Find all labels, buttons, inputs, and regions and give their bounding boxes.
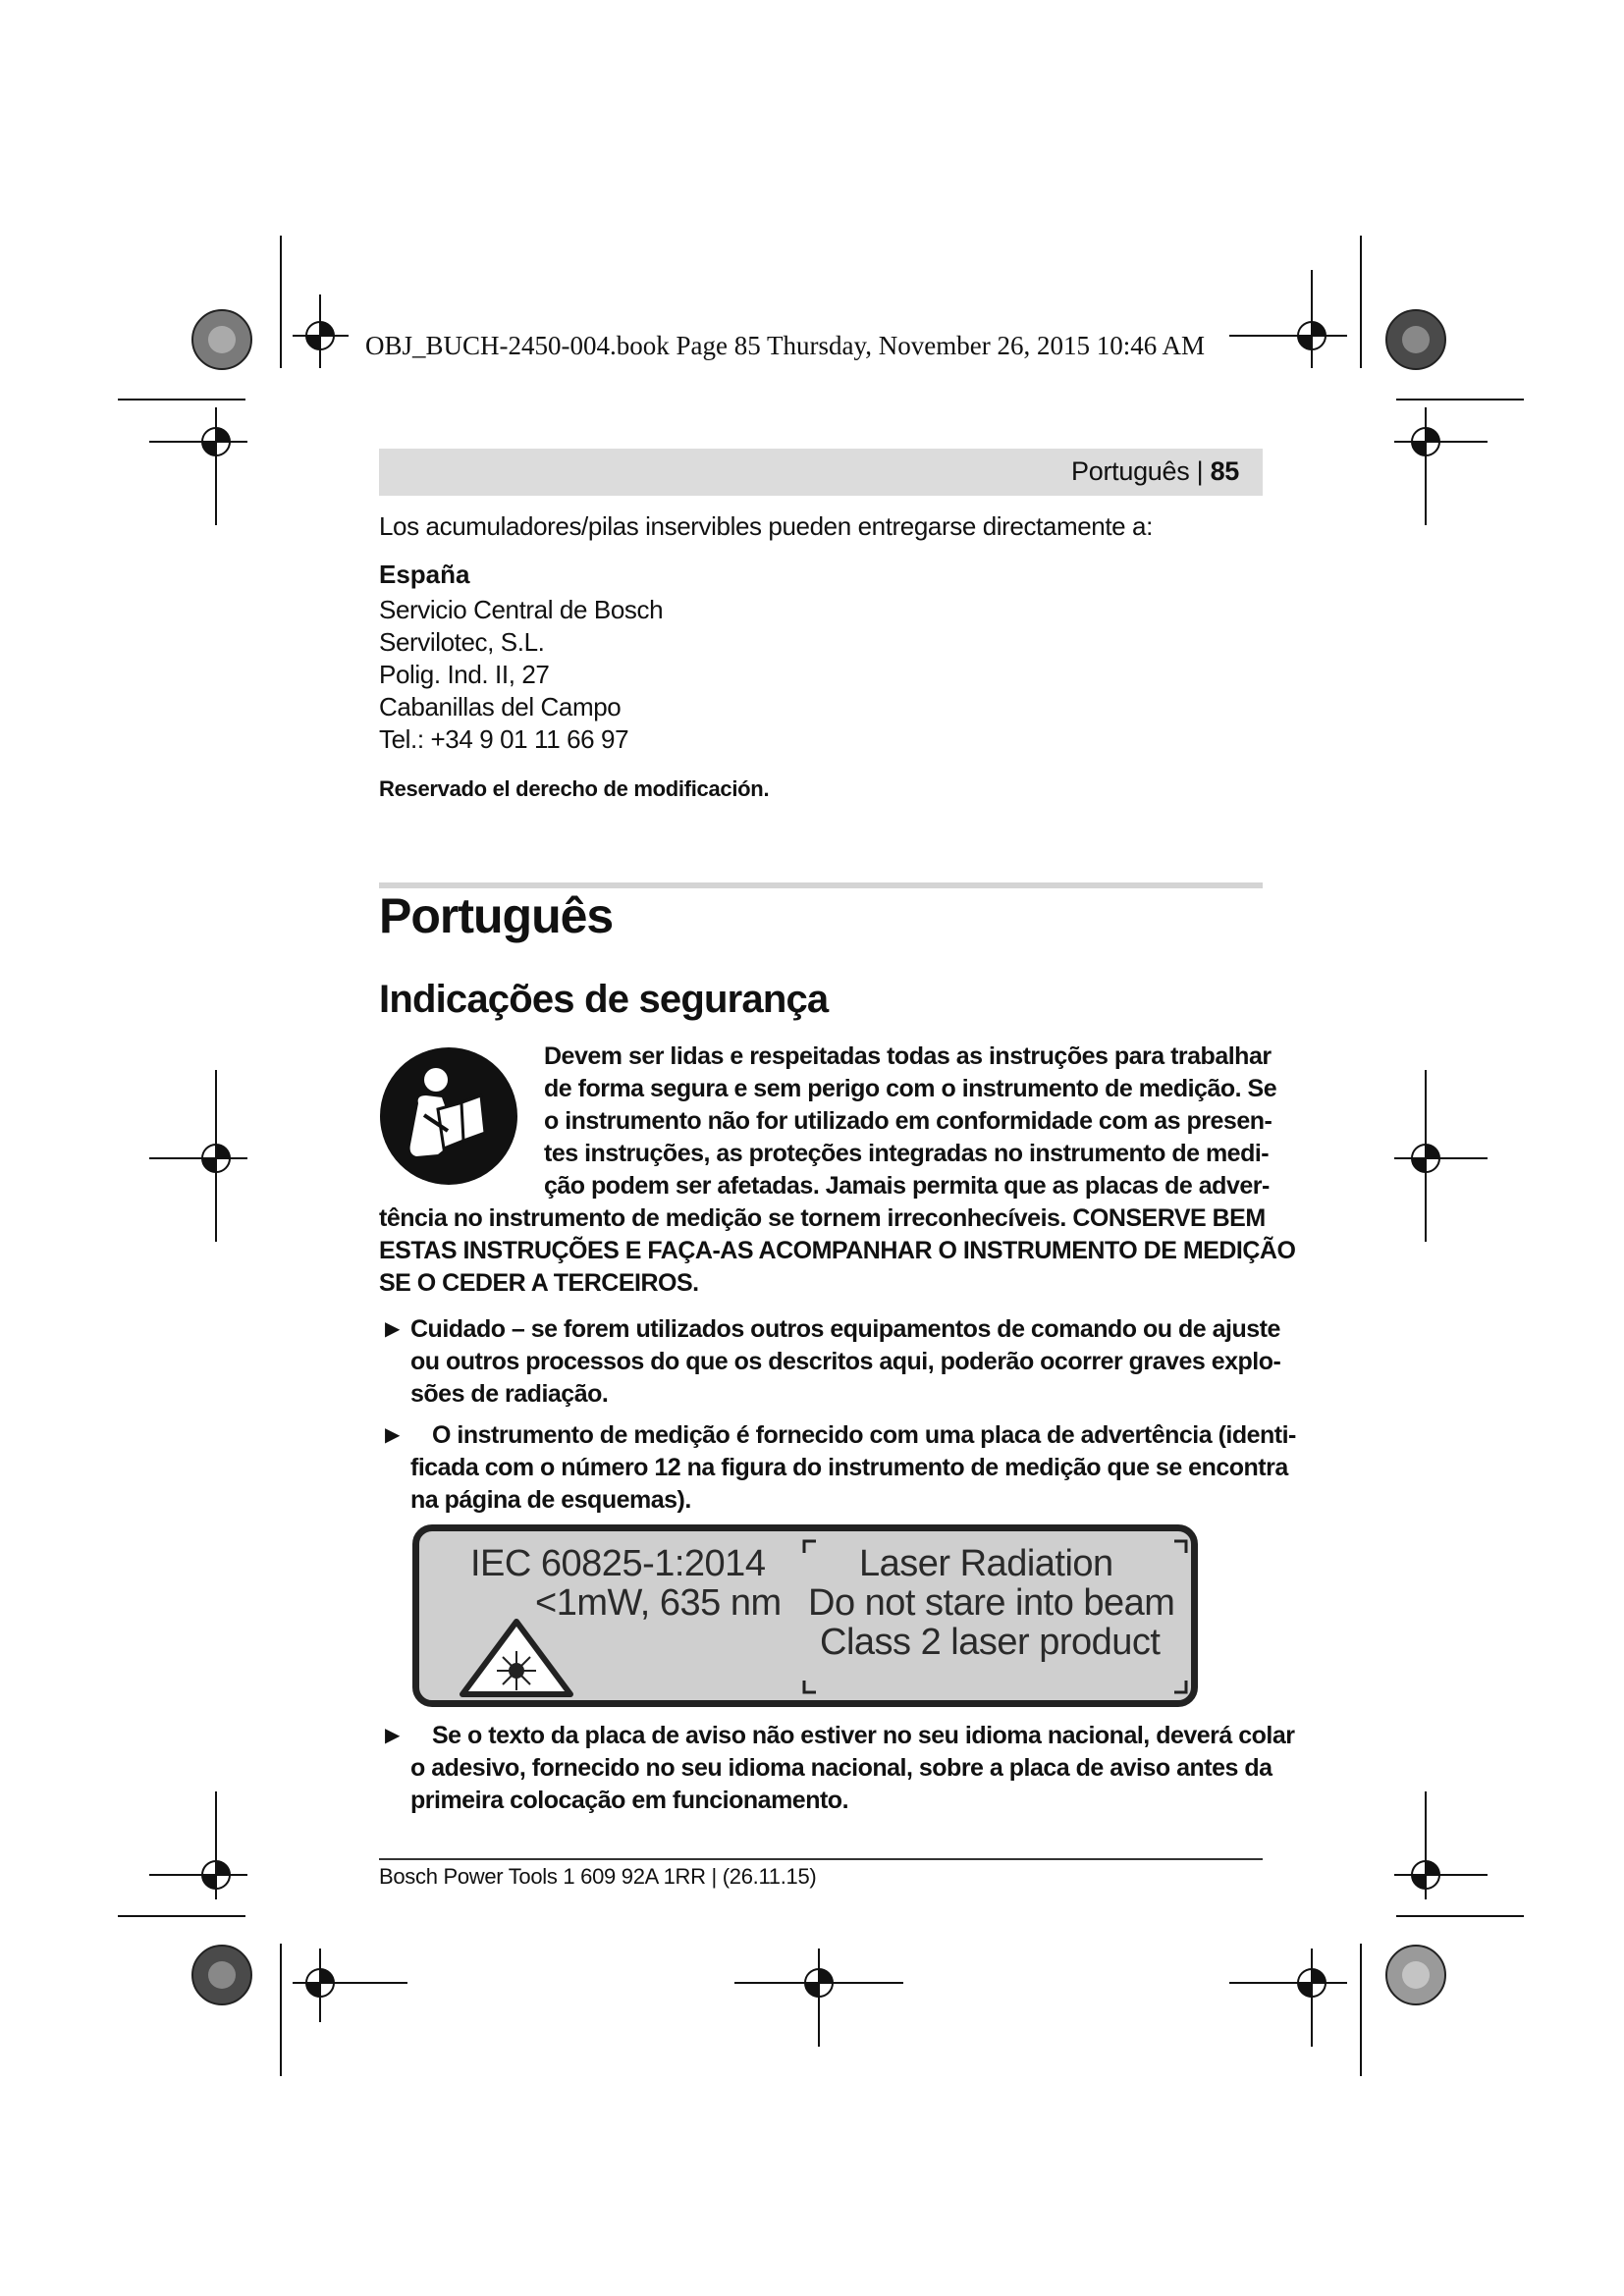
label-laser-radiation: Laser Radiation	[859, 1543, 1113, 1584]
safety-line: o instrumento não for utilizado em conformidade com as presen-	[544, 1107, 1272, 1135]
header-separator: |	[1189, 456, 1211, 486]
bullet-triangle-icon: ▶	[385, 1318, 400, 1340]
address-line: Servilotec, S.L.	[379, 627, 545, 657]
header-language: Português	[1071, 456, 1190, 486]
address-country: España	[379, 560, 470, 589]
footer-divider	[379, 1858, 1263, 1860]
address-line: Polig. Ind. II, 27	[379, 660, 550, 689]
section-title: Português	[379, 888, 614, 943]
page-number: 85	[1210, 456, 1239, 486]
safety-line: Devem ser lidas e respeitadas todas as instruções para trabalhar	[544, 1042, 1272, 1070]
bullet-line: na página de esquemas).	[410, 1486, 691, 1514]
header-label	[1071, 456, 1239, 487]
safety-line: SE O CEDER A TERCEIROS.	[379, 1269, 699, 1297]
bullet-line: ou outros processos do que os descritos aqui, poderão ocorrer graves explo-	[410, 1348, 1281, 1375]
safety-line: ESTAS INSTRUÇÕES E FAÇA-AS ACOMPANHAR O INSTRUMENTO DE MEDIÇÃO	[379, 1237, 1296, 1264]
address-block	[379, 594, 663, 756]
label-do-not-stare: Do not stare into beam	[808, 1582, 1175, 1624]
laser-warning-icon	[459, 1618, 574, 1698]
bullet-line: ficada com o número 12 na figura do instrumento de medição que se encontra	[410, 1454, 1288, 1481]
bullet-line: Se o texto da placa de aviso não estiver no seu idioma nacional, deverá colar	[432, 1722, 1295, 1749]
label-standard: IEC 60825-1:2014	[470, 1543, 766, 1584]
address-line: Tel.: +34 9 01 11 66 97	[379, 724, 629, 754]
safety-line: de forma segura e sem perigo com o instrumento de medição. Se	[544, 1075, 1277, 1102]
bullet-line: primeira colocação em funcionamento.	[410, 1787, 849, 1814]
reserved-note: Reservado el derecho de modificación.	[379, 776, 770, 801]
safety-line: tes instruções, as proteções integradas no instrumento de medi-	[544, 1140, 1270, 1167]
safety-paragraph	[379, 1041, 1296, 1300]
laser-warning-label	[412, 1524, 1198, 1707]
bullet-line: O instrumento de medição é fornecido com uma placa de advertência (identi-	[432, 1421, 1296, 1449]
bullet-item	[379, 1720, 1295, 1817]
safety-line: ção podem ser afetadas. Jamais permita que as placas de adver-	[544, 1172, 1270, 1200]
bullet-triangle-icon: ▶	[385, 1725, 400, 1746]
page-header	[379, 449, 1263, 496]
bullet-triangle-icon: ▶	[385, 1424, 400, 1446]
intro-line: Los acumuladores/pilas inservibles pueden entregarse directamente a:	[379, 511, 1153, 541]
print-info: OBJ_BUCH-2450-004.book Page 85 Thursday, November 26, 2015 10:46 AM	[365, 331, 1205, 360]
footer: Bosch Power Tools 1 609 92A 1RR | (26.11.15)	[379, 1864, 817, 1889]
label-class: Class 2 laser product	[820, 1622, 1161, 1663]
bullet-item	[379, 1313, 1282, 1411]
address-line: Servicio Central de Bosch	[379, 595, 664, 624]
subsection-title: Indicações de segurança	[379, 978, 829, 1021]
address-line: Cabanillas del Campo	[379, 692, 622, 721]
bullet-line: sões de radiação.	[410, 1380, 609, 1408]
safety-line: tência no instrumento de medição se tornem irreconhecíveis. CONSERVE BEM	[379, 1204, 1266, 1232]
label-power: <1mW, 635 nm	[535, 1582, 782, 1624]
bullet-item	[379, 1419, 1296, 1517]
bullet-line: Cuidado – se forem utilizados outros equipamentos de comando ou de ajuste	[410, 1315, 1280, 1343]
bullet-line: o adesivo, fornecido no seu idioma nacional, sobre a placa de aviso antes da	[410, 1754, 1272, 1782]
